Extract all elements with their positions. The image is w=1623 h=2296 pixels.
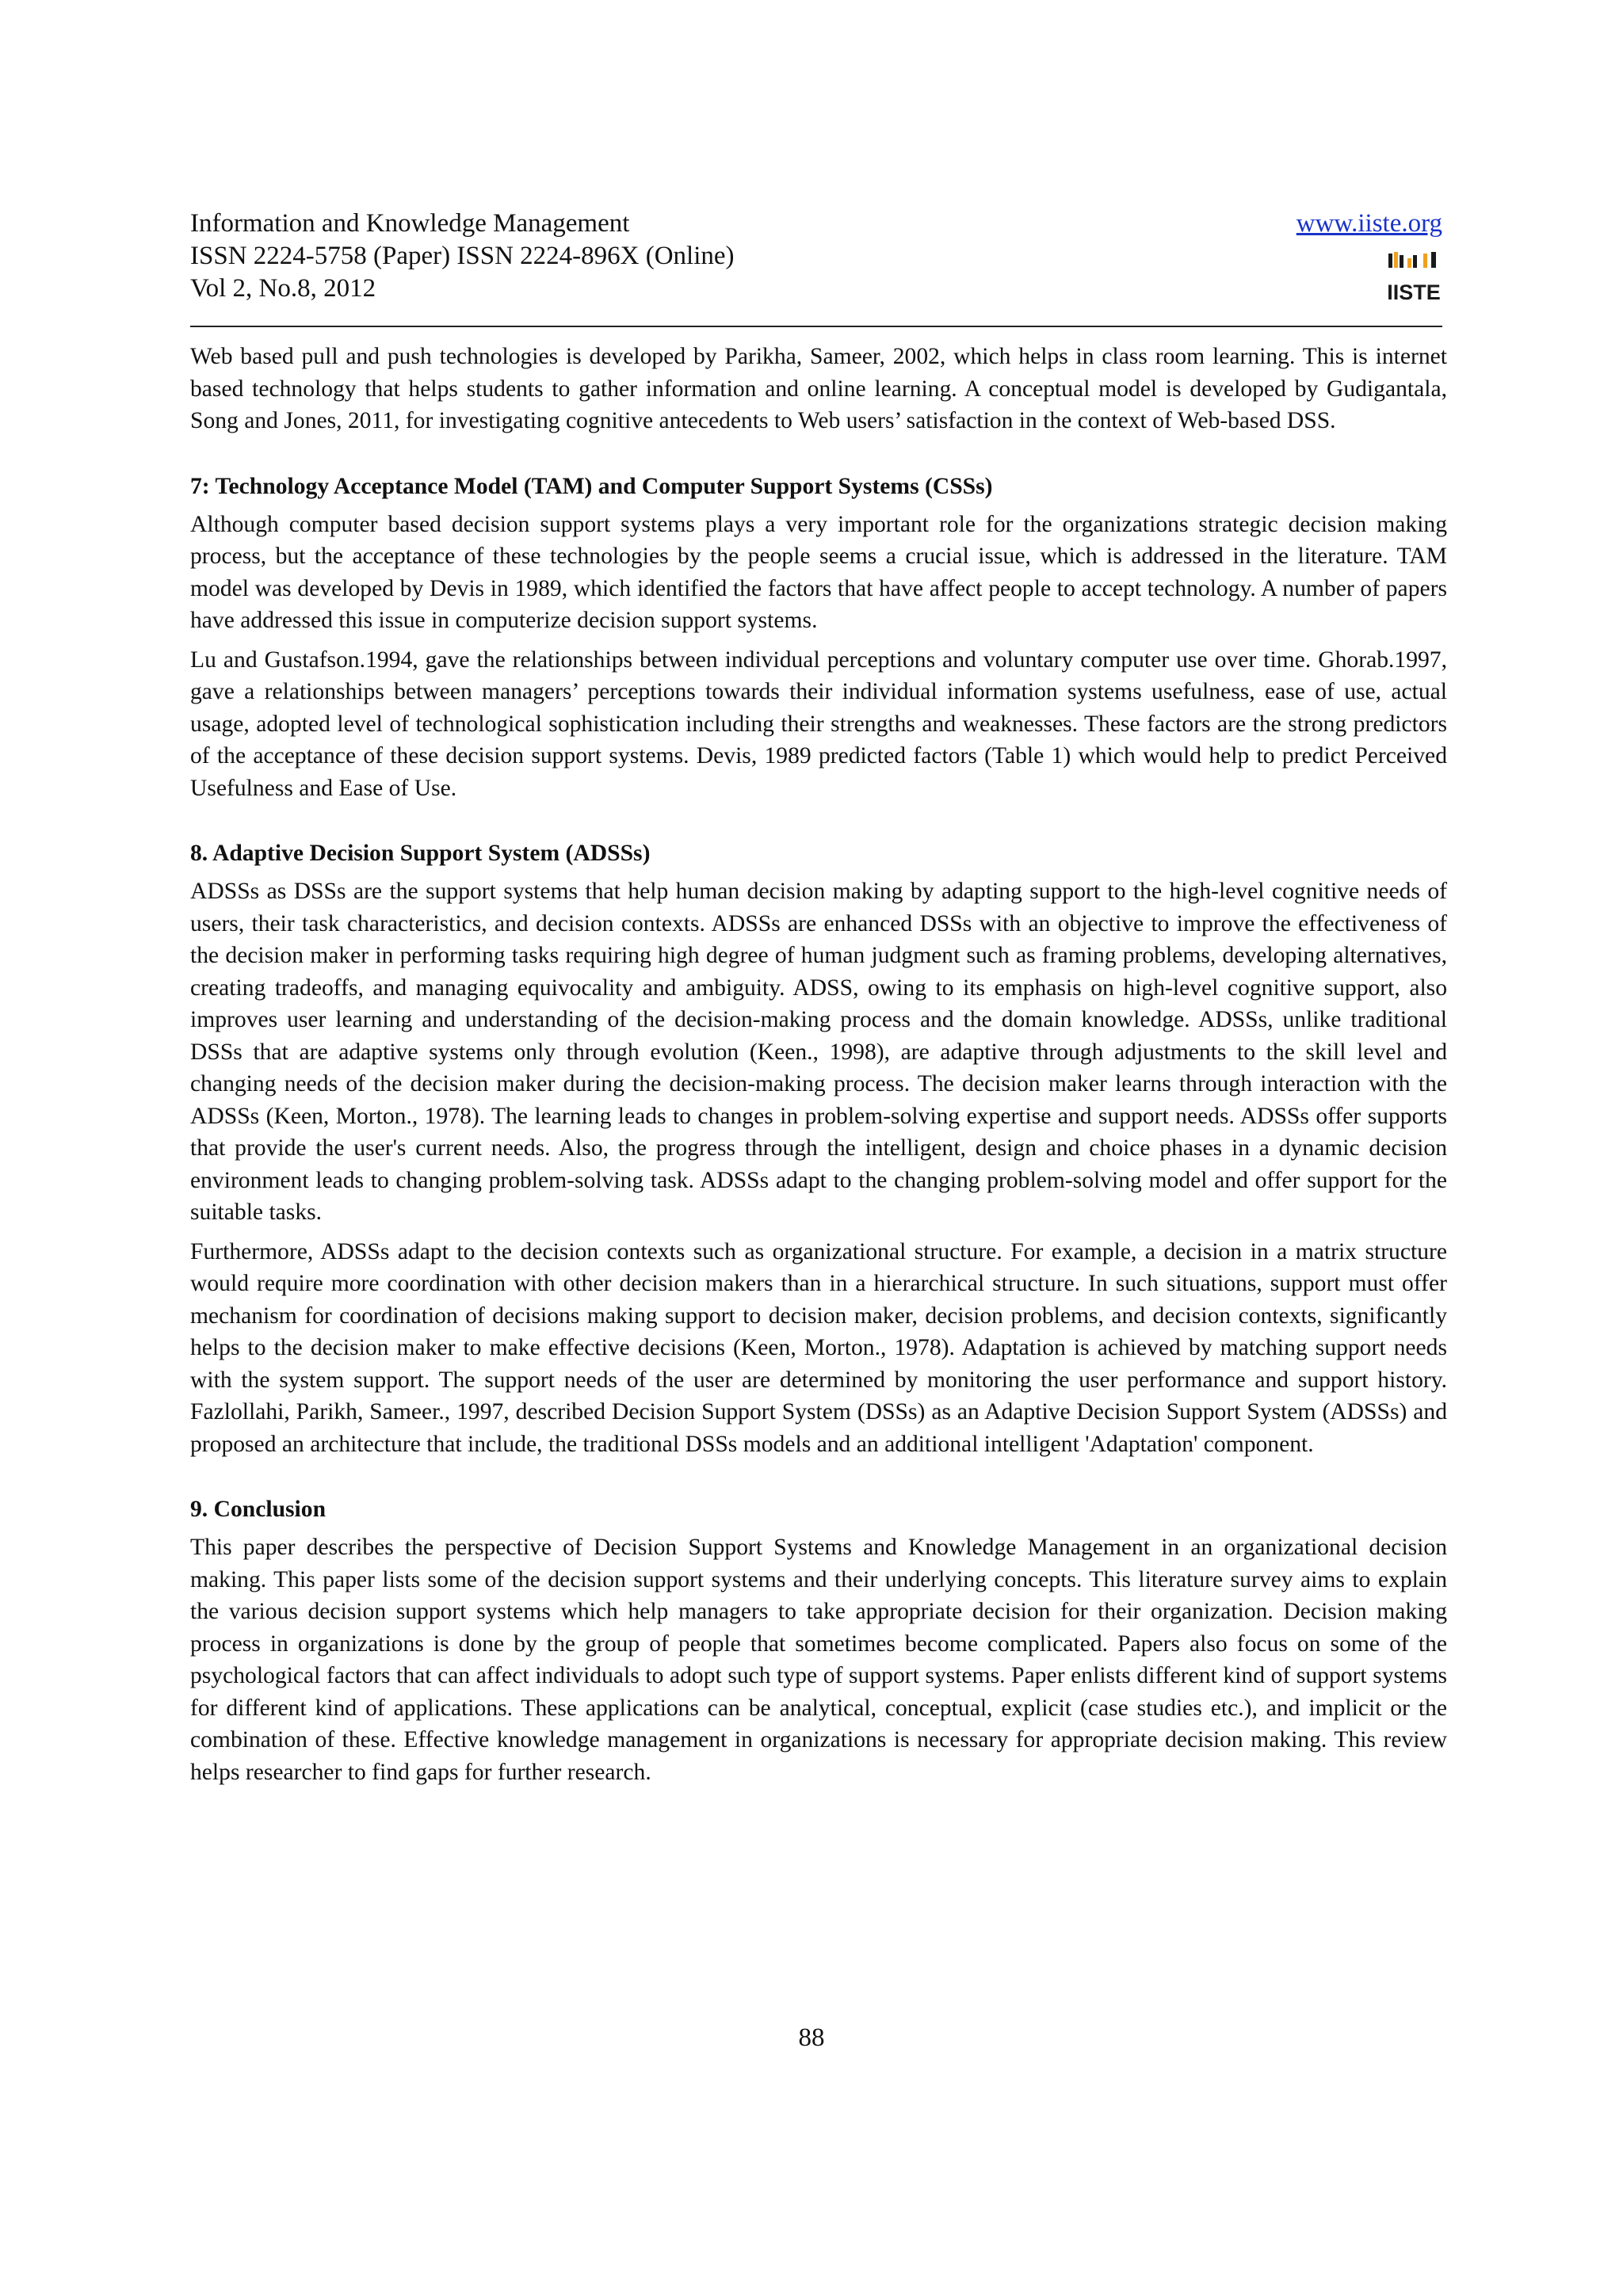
journal-header <box>190 208 1442 323</box>
logo-bars <box>1388 252 1436 268</box>
section-7-paragraph-1: Although computer based decision support systems plays a very important role for the organizations strategic decision making process, but the acceptance of these technologies by the people seems a crucial issue, which is addressed in the literature. TAM model was developed by Devis in 1989, which identified the factors that have affect people to accept technology. A number of papers have addressed this issue in computerize decision support systems. <box>190 511 1447 633</box>
header-divider <box>190 326 1442 327</box>
page-number: 88 <box>798 2023 825 2052</box>
section-7-heading: 7: Technology Acceptance Model (TAM) and Computer Support Systems (CSSs) <box>190 473 993 499</box>
section-9-heading: 9. Conclusion <box>190 1497 327 1522</box>
section-8-paragraph-1: ADSSs as DSSs are the support systems that help human decision making by adapting support to the high-level cognitive needs of users, their task characteristics, and decision contexts. ADSSs are enhanced DSSs with an objective to improve the effectiveness of the decision maker in performing tasks requiring high degree of human judgment such as framing problems, developing alternatives, creating tradeoffs, and managing equivocality and ambiguity. ADSS, owing to its emphasis on high-level cognitive support, also improves user learning and understanding of the decision-making process and the domain knowledge. ADSSs, unlike traditional DSSs that are adaptive systems only through evolution (Keen., 1998), are adaptive through adjustments to the skill level and changing needs of the decision maker during the decision-making process. The decision maker learns through interaction with the ADSSs (Keen, Morton., 1978). The learning leads to changes in problem-solving expertise and support needs. ADSSs offer supports that provide the user's current needs. Also, the progress through the intelligent, design and choice phases in a dynamic decision environment leads to changing problem-solving task. ADSSs adapt to the changing problem-solving model and offer support for the suitable tasks. <box>190 879 1447 1225</box>
article-body <box>190 341 1447 1795</box>
section-9-paragraph-1: This paper describes the perspective of Decision Support Systems and Knowledge Management in an organizational decision making. This paper lists some of the decision support systems and their underlying concepts. This literature survey aims to explain the various decision support systems which help managers to take appropriate decision for their organization. Decision making process in organizations is done by the group of people that sometimes become complicated. Papers also focus on some of the psychological factors that can affect individuals to adopt such type of support systems. Paper enlists different kind of support systems for different kind of applications. These applications can be analytical, conceptual, explicit (case studies etc.), and implicit or the combination of these. Effective knowledge management in organizations is necessary for appropriate decision making. This review helps researcher to find gaps for further research. <box>190 1535 1447 1785</box>
intro-paragraph: Web based pull and push technologies is developed by Parikha, Sameer, 2002, which helps in class room learning. This is internet based technology that helps students to gather information and online learning. A conceptual model is developed by Gudigantala, Song and Jones, 2011, for investigating cognitive antecedents to Web users’ satisfaction in the context of Web-based DSS. <box>190 344 1447 433</box>
section-8-paragraph-2: Furthermore, ADSSs adapt to the decision contexts such as organizational structure. For example, a decision in a matrix structure would require more coordination with other decision makers than in a hierarchical structure. In such situations, support must offer mechanism for coordination of decisions making support to decision maker, decision problems, and decision contexts, significantly helps to the decision maker to make effective decisions (Keen, Morton., 1978). Adaptation is achieved by matching support needs with the system support. The support needs of the user are determined by monitoring the user performance and support history. Fazlollahi, Parikh, Sameer., 1997, described Decision Support System (DSSs) as an Adaptive Decision Support System (ADSSs) and proposed an architecture that include, the traditional DSSs models and an additional intelligent 'Adaptation' component. <box>190 1238 1447 1457</box>
iiste-logo-icon <box>1387 250 1441 306</box>
journal-website-link[interactable]: www.iiste.org <box>1296 209 1442 238</box>
journal-issn: ISSN 2224-5758 (Paper) ISSN 2224-896X (Online) <box>190 242 735 270</box>
logo-wordmark: IISTE <box>1387 280 1441 304</box>
journal-title: Information and Knowledge Management <box>190 209 630 238</box>
journal-info <box>190 208 735 305</box>
journal-volume: Vol 2, No.8, 2012 <box>190 274 376 303</box>
section-8-heading: 8. Adaptive Decision Support System (ADSSs) <box>190 841 651 866</box>
section-7-paragraph-2: Lu and Gustafson.1994, gave the relationships between individual perceptions and voluntary computer use over time. Ghorab.1997, gave a relationships between managers’ perceptions towards their individual information systems usefulness, ease of use, actual usage, adopted level of technological sophistication including their strengths and weaknesses. These factors are the strong predictors of the acceptance of these decision support systems. Devis, 1989 predicted factors (Table 1) which would help to predict Perceived Usefulness and Ease of Use. <box>190 646 1447 801</box>
